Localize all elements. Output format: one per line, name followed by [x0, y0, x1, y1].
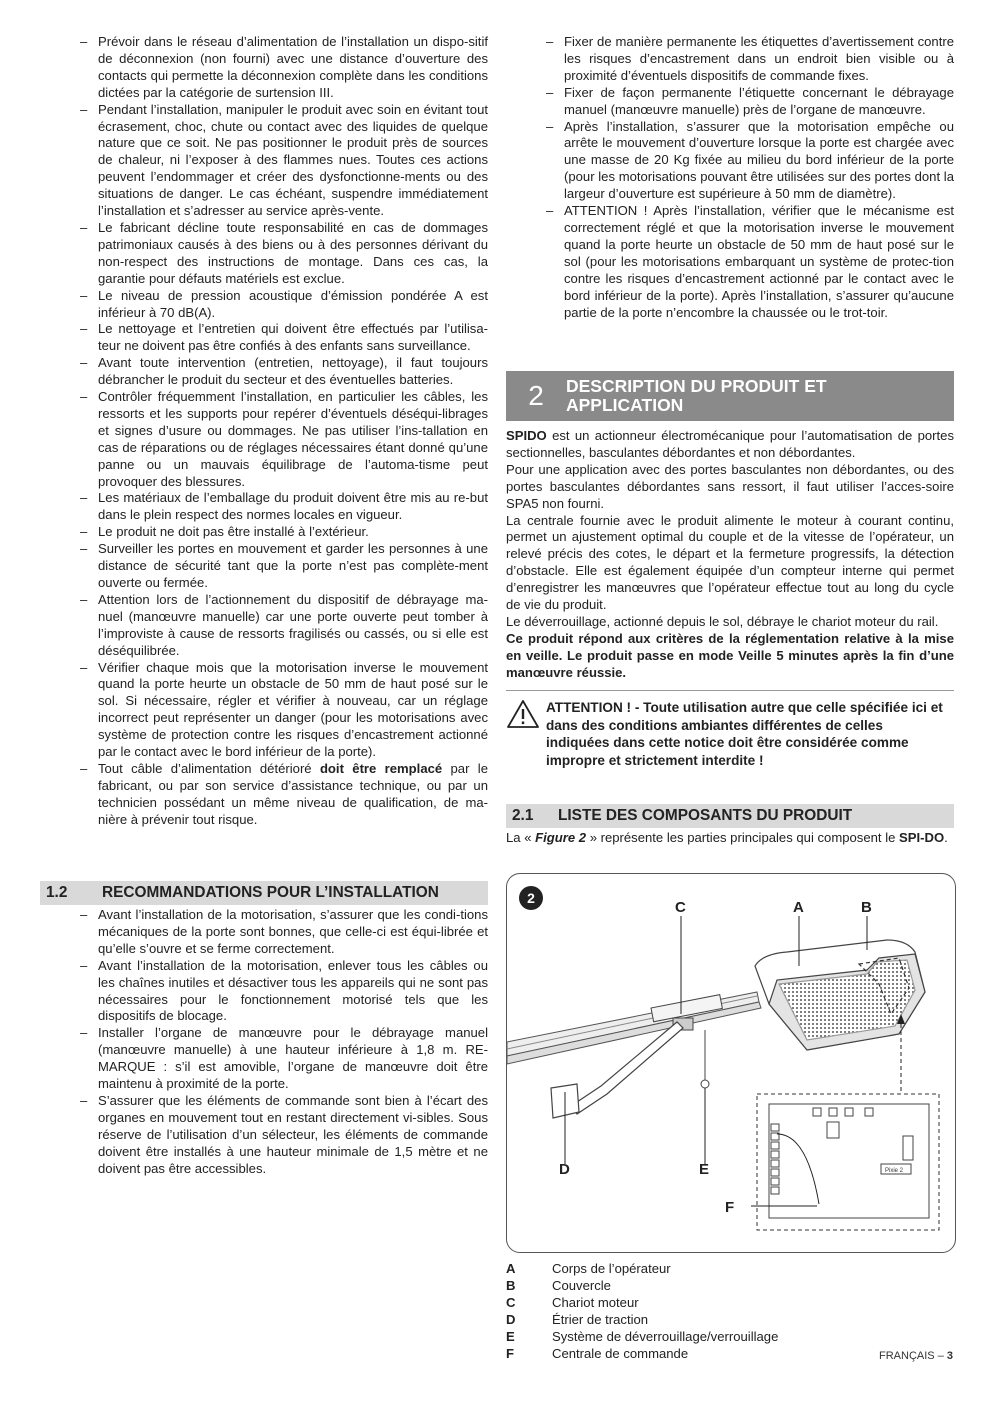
legend-text: Étrier de traction: [552, 1311, 649, 1327]
board-label: Pixie 2: [885, 1168, 904, 1174]
figure-reference-text: [506, 830, 954, 847]
rail: [507, 992, 761, 1064]
list-item: – Avant l’installation de la motorisation, enlever tous les câbles ou les chaînes inutiles et désactiver tous les appareils qui ne sont pas nécessaires pour le fonctionnement motorisé tels que les dispositifs de blocage.: [80, 958, 488, 1026]
list-item: – Fixer de manière permanente les étiquettes d’avertissement contre les risques d’encastrement dans un endroit bien visible ou à proximité d’éventuels dispositifs de commande fixes.: [546, 34, 954, 85]
chapter-heading: [506, 371, 954, 421]
legend-key: A: [506, 1261, 516, 1276]
product-illustration: [507, 874, 955, 1252]
section-number: 2.1: [512, 807, 534, 824]
legend-row: [506, 1278, 954, 1295]
paragraph: Pour une application avec des portes basculantes non débordantes, ou des portes basculantes débordantes sans ressort, il faut utiliser l’acces-soire SPA5 non fourni.: [506, 461, 954, 511]
list-item: – Le nettoyage et l’entretien qui doivent être effectués par l’utilisa-teur ne doivent pas être confiés à des enfants sans surveillance.: [80, 321, 488, 355]
figure-2: [506, 873, 956, 1253]
label-e: E: [699, 1161, 710, 1178]
product-name: SPI-DO: [899, 830, 945, 845]
page-footer: [879, 1350, 953, 1362]
list-item: – Les matériaux de l’emballage du produit doivent être mis au re-but dans le plein respect des normes locales en vigueur.: [80, 490, 488, 524]
legend-key: E: [506, 1328, 515, 1344]
label-b: B: [861, 899, 872, 916]
text-run: par le fabricant, ou par son service d’assistance technique, ou par un technicien possédant un même niveau de qualification, de ma-nière à prévenir tout risque.: [98, 760, 488, 827]
footer-language: FRANÇAIS –: [879, 1350, 947, 1362]
list-item: – Le niveau de pression acoustique d’émission pondérée A est inférieur à 70 dB(A).: [80, 288, 488, 322]
section-title: RECOMMANDATIONS POUR L’INSTALLATION: [102, 884, 439, 901]
warning-box: [506, 690, 954, 769]
list-item: – Vérifier chaque mois que la motorisation inverse le mouvement quand la porte heurte un obstacle de 50 mm de haut posé sur le sol. Si nécessaire, régler et vérifier à nouveau, car un réglage incorrect peut représenter un danger (pour les motorisations avec système de protection contre les risques d’encastrement actionné par le contact avec le bord inférieur de la porte).: [80, 660, 488, 761]
installation-recommendations: [80, 907, 488, 1178]
section-heading-1-2: [40, 881, 488, 905]
legend-row: [506, 1295, 954, 1312]
legend-key: D: [506, 1311, 516, 1327]
product-description: [506, 428, 954, 682]
bold-text: doit être remplacé: [319, 760, 443, 776]
list-item: – Contrôler fréquemment l’installation, en particulier les câbles, les ressorts et les supports pour repérer d’éventuels déséqui-librages et signes d’usure ou dommages. Ne pas utiliser l’ins-tallation en cas de réparations ou de réglages nécessaires étant donné qu’une panne ou un mauvais équilibrage de l’automa-tisme peut provoquer des blessures.: [80, 389, 488, 490]
list-item: [80, 761, 488, 829]
label-a: A: [793, 899, 804, 916]
list-item: – Le fabricant décline toute responsabilité en cas de dommages patrimoniaux causés à des biens ou à des personnes dérivant du non-respect des instructions de montage. Dans ces cas, la garantie pour défauts matériels est exclue.: [80, 220, 488, 288]
legend-key: F: [506, 1345, 514, 1361]
section-title: LISTE DES COMPOSANTS DU PRODUIT: [558, 807, 853, 824]
section-number: 1.2: [46, 884, 68, 901]
figure-ref: Figure 2: [535, 830, 587, 845]
warning-icon: [506, 699, 546, 769]
legend-row: [506, 1261, 954, 1278]
list-item: – S’assurer que les éléments de commande sont bien à l’écart des organes en mouvement tout en restant directement vi-sibles. Sous réserve de l’utilisation d’un sélecteur, les éléments de commande doivent être installés à une hauteur minimale de 1,5 mètre et ne doivent pas être accessibles.: [80, 1093, 488, 1178]
chapter-title: [566, 377, 827, 415]
label-f: F: [725, 1199, 735, 1216]
chapter-number: 2: [528, 380, 544, 411]
chapter-title-line: DESCRIPTION DU PRODUIT ET: [566, 376, 827, 396]
label-c: C: [675, 899, 686, 916]
label-d: D: [559, 1161, 570, 1178]
list-item: – Le produit ne doit pas être installé à l’extérieur.: [80, 524, 488, 541]
product-name: SPIDO: [506, 428, 547, 443]
legend-text: Couvercle: [552, 1277, 611, 1293]
legend-row: [506, 1329, 954, 1346]
paragraph: Le déverrouillage, actionné depuis le sol, débraye le chariot moteur du rail.: [506, 613, 939, 629]
text-run: .: [944, 830, 948, 845]
paragraph: La centrale fournie avec le produit alimente le moteur à courant continu, permet un ajustement optimal du couple et de la vitesse de l’opérateur, un relevé précis des cotes, le départ et la fermeture progressifs, la détection d’obstacle. Elle est également équipée d’un compteur interne qui permet d’enregistrer les manœuvres que l’opérateur effectue tout au long du cycle de vie du produit.: [506, 512, 954, 613]
left-column: [80, 34, 488, 829]
legend-key: C: [506, 1294, 516, 1310]
text-run: est un actionneur électromécanique pour l’automatisation de portes sectionnelles, basculantes débordantes et non débordantes.: [506, 428, 954, 460]
legend-text: Chariot moteur: [552, 1294, 639, 1310]
figure-number: 2: [527, 890, 535, 906]
list-item: – Fixer de façon permanente l’étiquette concernant le débrayage manuel (manœuvre manuelle) près de l’organe de manœuvre.: [546, 85, 954, 119]
operator-body: [755, 940, 925, 1050]
legend-text: Corps de l’opérateur: [552, 1261, 671, 1276]
text-run: La «: [506, 830, 536, 845]
paragraph: Ce produit répond aux critères de la réglementation relative à la mise en veille. Le produit passe en mode Veille 5 minutes après la fin d’une manœuvre réussie.: [506, 630, 954, 680]
legend-text: Système de déverrouillage/verrouillage: [552, 1328, 779, 1344]
text-run: Tout câble d’alimentation détérioré: [98, 760, 320, 776]
page-number: 3: [946, 1350, 953, 1362]
list-item: – Installer l’organe de manœuvre pour le débrayage manuel (manœuvre manuelle) à une hauteur inférieure à 1,8 m. RE-MARQUE : s’il est amovible, l’organe de manœuvre doit être maintenu à proximité de la porte.: [80, 1025, 488, 1093]
figure-legend: [506, 1261, 954, 1362]
list-item: – Après l’installation, s’assurer que la motorisation empêche ou arrête le mouvement d’ouverture lorsque la porte est chargée avec une masse de 20 Kg fixée au milieu du bord inférieur de la porte (pour les motorisations pouvant être utilisées sur des portes dont la largeur d’ouverture est supérieure à 50 mm de diamètre).: [546, 119, 954, 204]
legend-text: Centrale de commande: [552, 1345, 689, 1361]
list-item: – ATTENTION ! Après l’installation, vérifier que le mécanisme est correctement réglé et que la motorisation inverse le mouvement quand la porte heurte un obstacle de 50 mm de haut posé sur le sol (pour les motorisations embarquant un système de protec-tion contre les risques d’encastrement actionné par le contact avec le bord inférieur de la porte). Après l’installation, s’assurer qu’aucune partie de la porte n’encombre la chaussée ou le trot-toir.: [546, 203, 954, 321]
list-item: – Avant l’installation de la motorisation, s’assurer que les condi-tions mécaniques de la porte sont bonnes, que celle-ci est équi-librée et qu’elle s’ouvre et se ferme correctement.: [80, 907, 488, 958]
warning-text: ATTENTION ! - Toute utilisation autre que celle spécifiée ici et dans des conditions ambiantes différentes de celles indiquées dans cette notice doit être considérée comme impropre et strictement interdite !: [546, 700, 943, 768]
list-item: – Attention lors de l’actionnement du dispositif de débrayage ma-nuel (manœuvre manuelle) car une porte ouverte peut tomber à l’improviste à cause de ressorts fragilisés ou cassés, ou si elle est déséquilibrée.: [80, 592, 488, 660]
list-item: – Avant toute intervention (entretien, nettoyage), il faut toujours débrancher le produit du secteur et des éventuelles batteries.: [80, 355, 488, 389]
text-run: » représente les parties principales qui composent le: [586, 830, 900, 845]
safety-list: [80, 34, 488, 829]
list-item: – Pendant l’installation, manipuler le produit avec soin en évitant tout écrasement, choc, chute ou contact avec des liquides de quelque nature que ce soit. Ne pas positionner le produit près de sources de chaleur, ni l’exposer à des flammes nues. Toutes ces actions peuvent l’endommager et créer des dysfonctionne-ments ou des situations de danger. Le cas échéant, suspendre immédiatement l’installation et s’adresser au service après-vente.: [80, 102, 488, 220]
section-heading-2-1: [506, 804, 954, 828]
chapter-title-line: APPLICATION: [566, 395, 684, 415]
paragraph: [506, 428, 954, 462]
right-column-list: [546, 34, 954, 321]
release-handle: [701, 1080, 709, 1088]
legend-key: B: [506, 1277, 516, 1293]
list-item: – Prévoir dans le réseau d’alimentation de l’installation un dispo-sitif de déconnexion (non fourni) avec une distance d’ouverture des contacts qui permette la déconnexion complète dans les conditions dictées par la catégorie de surtension III.: [80, 34, 488, 102]
legend-row: [506, 1312, 954, 1329]
list-item: – Surveiller les portes en mouvement et garder les personnes à une distance de sécurité tant que la porte n’est pas complète-ment ouverte ou fermée.: [80, 541, 488, 592]
control-board: [769, 1104, 929, 1218]
